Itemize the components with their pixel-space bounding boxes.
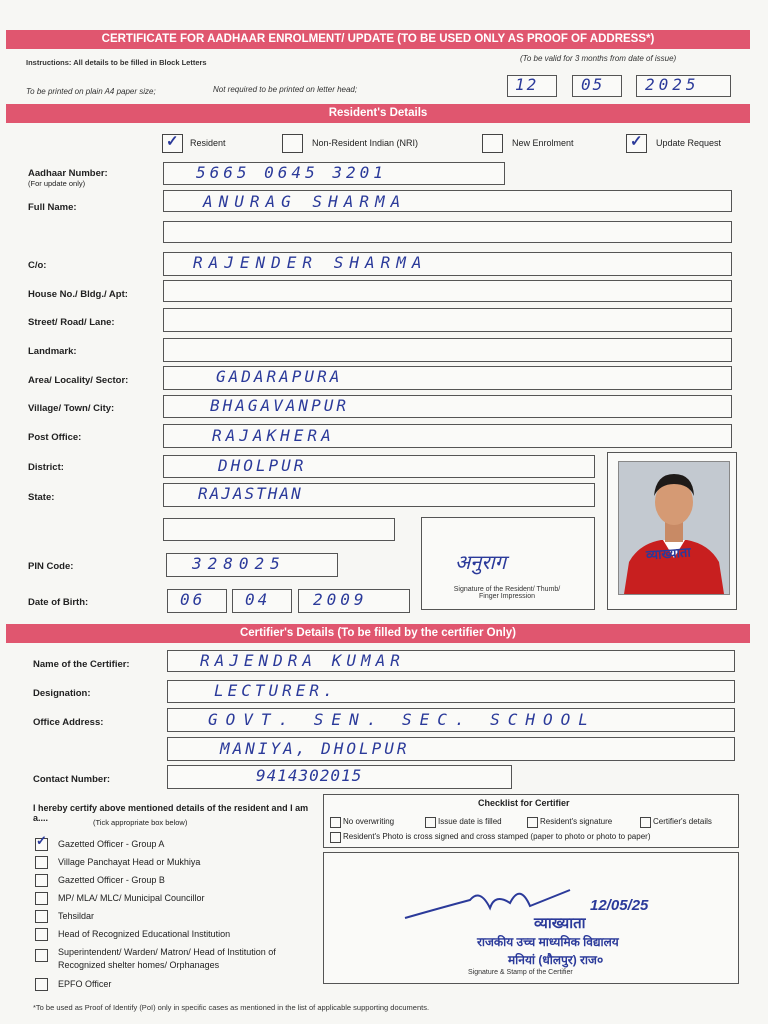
full-name-line2-input[interactable] xyxy=(163,221,732,243)
option-checkbox-shelter-head[interactable] xyxy=(35,949,48,962)
designation-value: LECTURER. xyxy=(214,681,337,700)
option-checkbox-gazetted-b[interactable] xyxy=(35,874,48,887)
district-value: DHOLPUR xyxy=(218,456,307,475)
area-value: GADARAPURA xyxy=(216,367,343,386)
resident-label: Resident xyxy=(190,138,226,148)
paper-note: To be printed on plain A4 paper size; xyxy=(26,87,156,96)
dob-year: 2009 xyxy=(313,590,368,609)
state-value: RAJASTHAN xyxy=(198,484,303,503)
option-educational-head: Head of Recognized Educational Institution xyxy=(58,929,231,939)
checklist-checkbox-overwriting[interactable] xyxy=(330,817,341,828)
option-gazetted-a: Gazetted Officer - Group A xyxy=(58,839,165,849)
co-label: C/o: xyxy=(28,260,47,271)
check-icon: ✓ xyxy=(36,833,47,848)
checklist-resident-signature: Resident's signature xyxy=(540,817,613,826)
option-checkbox-tehsildar[interactable] xyxy=(35,910,48,923)
new-enrolment-checkbox[interactable] xyxy=(482,134,503,153)
full-name-value: ANURAG SHARMA xyxy=(203,192,407,211)
nri-checkbox[interactable] xyxy=(282,134,303,153)
check-icon: ✓ xyxy=(166,133,179,150)
issue-month: 05 xyxy=(581,75,605,94)
resident-section-title: Resident's Details xyxy=(6,104,750,123)
landmark-input[interactable] xyxy=(163,338,732,362)
contact-label: Contact Number: xyxy=(33,774,111,785)
street-label: Street/ Road/ Lane: xyxy=(28,317,115,328)
state-label: State: xyxy=(28,492,55,503)
signature-caption: Signature of the Resident/ Thumb/ Finger Impression xyxy=(453,586,561,600)
option-shelter-head: Superintendent/ Warden/ Matron/ Head of Institution of Recognized shelter homes/ Orphanages xyxy=(58,947,276,970)
resident-photo xyxy=(618,461,730,595)
office-address-line1: GOVT. SEN. SEC. SCHOOL xyxy=(208,710,596,729)
update-request-label: Update Request xyxy=(656,138,722,148)
stamp-designation: व्याख्याता xyxy=(534,915,586,932)
checklist-checkbox-issue-date[interactable] xyxy=(425,817,436,828)
certifier-section-title: Certifier's Details (To be filled by the certifier Only) xyxy=(6,624,750,643)
instructions: Instructions: All details to be filled in Block Letters xyxy=(26,58,207,67)
area-label: Area/ Locality/ Sector: xyxy=(28,375,129,386)
option-panchayat: Village Panchayat Head or Mukhiya xyxy=(58,857,201,867)
certifier-sign-date: 12/05/25 xyxy=(590,897,649,914)
person-photo-icon xyxy=(619,462,729,594)
street-input[interactable] xyxy=(163,308,732,332)
district-label: District: xyxy=(28,462,64,473)
checklist-overwriting: No overwriting xyxy=(343,817,395,826)
option-checkbox-mp-mla[interactable] xyxy=(35,892,48,905)
option-tehsildar: Tehsildar xyxy=(58,911,95,921)
pin-label: PIN Code: xyxy=(28,561,74,572)
letterhead-note: Not required to be printed on letter head; xyxy=(213,85,358,94)
house-input[interactable] xyxy=(163,280,732,302)
certifier-name-label: Name of the Certifier: xyxy=(33,659,130,670)
full-name-label: Full Name: xyxy=(28,202,77,213)
option-checkbox-panchayat[interactable] xyxy=(35,856,48,869)
option-checkbox-epfo[interactable] xyxy=(35,978,48,991)
house-label: House No./ Bldg./ Apt: xyxy=(28,289,128,300)
checklist-title: Checklist for Certifier xyxy=(478,798,570,808)
checklist-checkbox-resident-signature[interactable] xyxy=(527,817,538,828)
footer-note: *To be used as Proof of Identify (PoI) only in specific cases as mentioned in the list of applicable supporting documents. xyxy=(33,1003,430,1012)
option-mp-mla: MP/ MLA/ MLC/ Municipal Councillor xyxy=(58,893,205,903)
certify-text: I hereby certify above mentioned details of the resident and I am a.... xyxy=(33,803,309,823)
form-title: CERTIFICATE FOR AADHAAR ENROLMENT/ UPDATE (TO BE USED ONLY AS PROOF OF ADDRESS*) xyxy=(6,30,750,49)
post-office-label: Post Office: xyxy=(28,432,82,443)
stamp-school: राजकीय उच्च माध्यमिक विद्यालय xyxy=(477,935,619,949)
check-icon: ✓ xyxy=(630,133,643,150)
landmark-label: Landmark: xyxy=(28,346,77,357)
resident-signature: अनुराग xyxy=(455,552,506,574)
checklist-checkbox-photo[interactable] xyxy=(330,832,341,843)
pin-value: 328025 xyxy=(192,554,286,573)
checklist-certifier-details: Certifier's details xyxy=(653,817,712,826)
option-epfo: EPFO Officer xyxy=(58,979,112,989)
issue-day: 12 xyxy=(515,75,539,94)
option-gazetted-b: Gazetted Officer - Group B xyxy=(58,875,165,885)
post-office-value: RAJAKHERA xyxy=(212,426,335,445)
checklist-issue-date: Issue date is filled xyxy=(438,817,502,826)
stamp-caption: Signature & Stamp of the Certifier xyxy=(468,969,573,976)
certify-hint: (Tick appropriate box below) xyxy=(93,818,188,827)
aadhaar-value: 5665 0645 3201 xyxy=(196,163,387,182)
village-value: BHAGAVANPUR xyxy=(210,396,349,415)
certifier-name-value: RAJENDRA KUMAR xyxy=(200,651,405,670)
checklist-checkbox-certifier-details[interactable] xyxy=(640,817,651,828)
state-line2-input[interactable] xyxy=(163,518,395,541)
new-enrolment-label: New Enrolment xyxy=(512,138,574,148)
option-checkbox-educational-head[interactable] xyxy=(35,928,48,941)
office-address-line2: MANIYA, DHOLPUR xyxy=(220,739,410,758)
dob-label: Date of Birth: xyxy=(28,597,89,608)
issue-year: 2025 xyxy=(645,75,700,94)
checklist-photo: Resident's Photo is cross signed and cross stamped (paper to photo or photo to paper) xyxy=(343,832,651,841)
validity-note: (To be valid for 3 months from date of issue) xyxy=(520,54,677,63)
co-value: RAJENDER SHARMA xyxy=(193,253,428,272)
aadhaar-label: Aadhaar Number: (For update only) xyxy=(28,168,108,188)
stamp-place: मनियां (धौलपुर) राज० xyxy=(508,953,604,967)
office-address-label: Office Address: xyxy=(33,717,104,728)
nri-label: Non-Resident Indian (NRI) xyxy=(312,138,419,148)
dob-day: 06 xyxy=(180,590,206,609)
dob-month: 04 xyxy=(245,590,271,609)
village-label: Village/ Town/ City: xyxy=(28,403,115,414)
designation-label: Designation: xyxy=(33,688,91,699)
photo-stamp-designation: व्याख्याता xyxy=(645,544,692,563)
contact-value: 9414302015 xyxy=(256,766,363,785)
